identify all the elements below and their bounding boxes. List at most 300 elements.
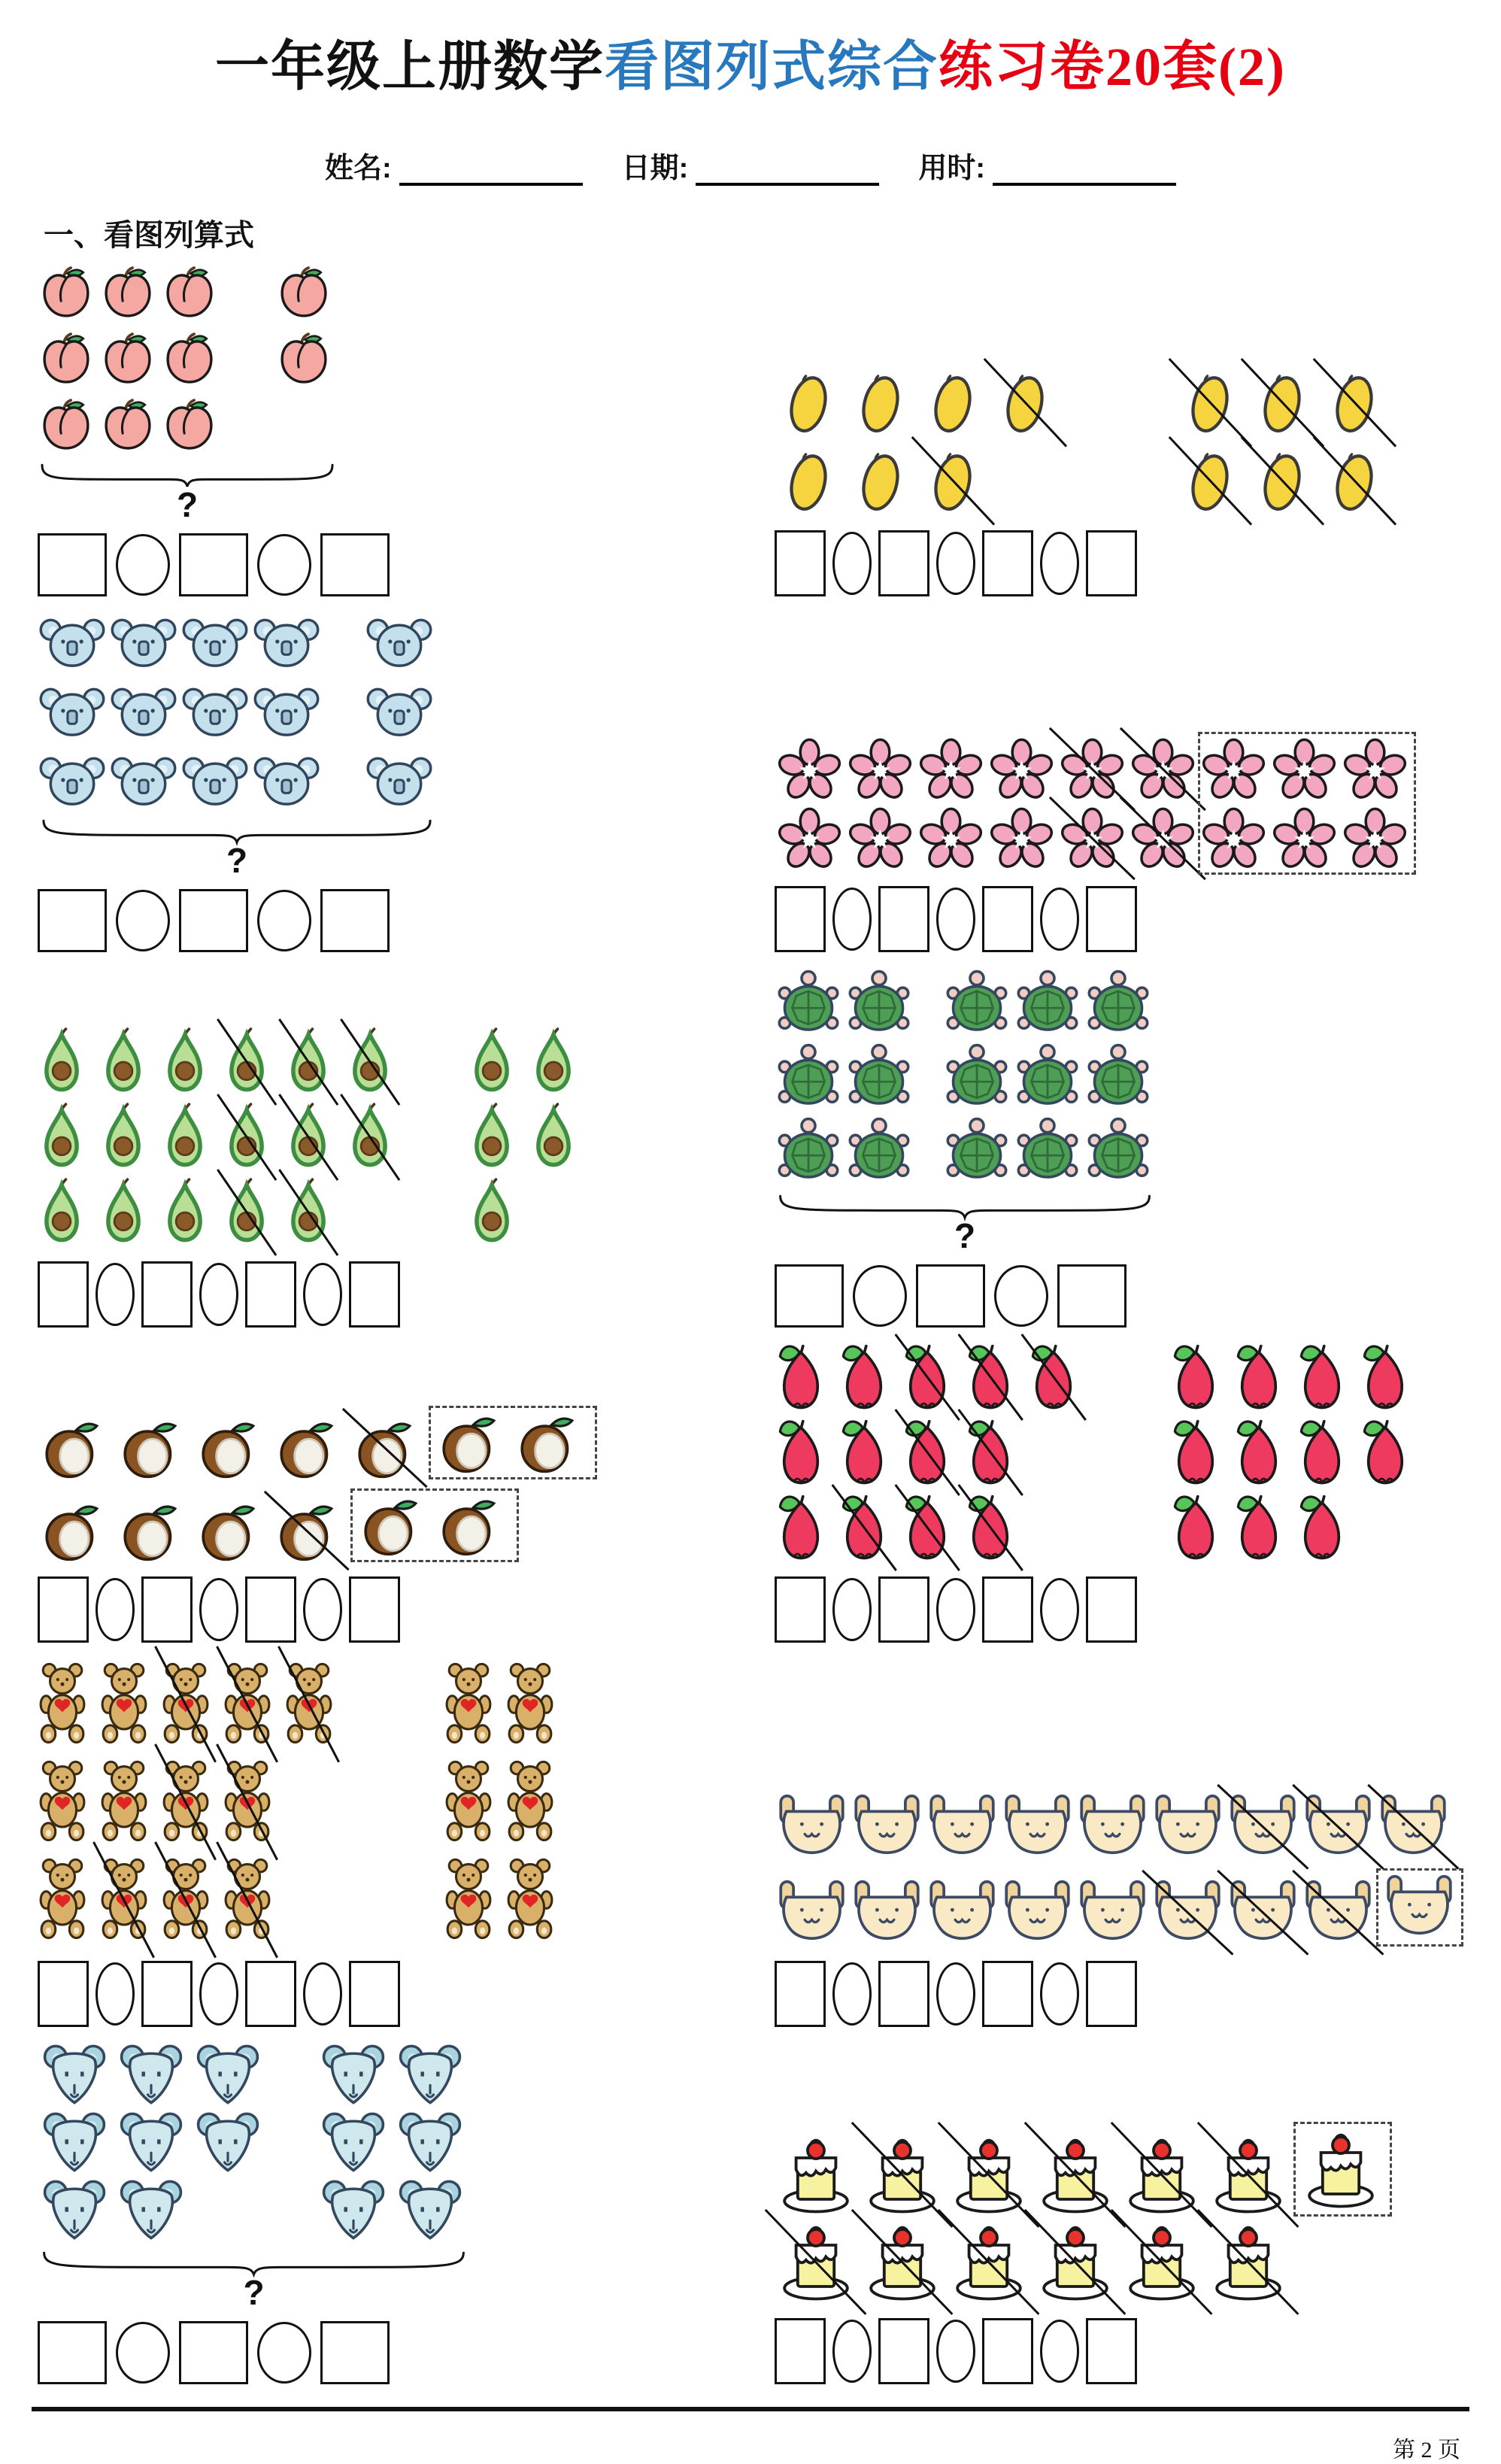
peach-icon: [161, 262, 218, 322]
turtle-icon: [1014, 967, 1081, 1038]
answer-box-number[interactable]: [1086, 886, 1137, 952]
exercise-avocados: [38, 1027, 737, 1328]
group-gap: [323, 807, 365, 810]
answer-box-number[interactable]: [38, 889, 107, 952]
coconut-icon: [116, 1499, 185, 1562]
group-gap: [408, 1169, 468, 1172]
avocado-icon: [161, 1103, 209, 1172]
answer-box-number[interactable]: [320, 889, 390, 952]
answer-box-operator[interactable]: [199, 1962, 238, 2026]
answer-box-operator[interactable]: [303, 1578, 342, 1641]
answer-box-operator[interactable]: [96, 1263, 135, 1326]
waxapple-icon: [838, 1493, 890, 1562]
empty-slot: [284, 1853, 334, 1947]
coconut-icon: [194, 1499, 263, 1562]
koalas-equation-row: [38, 889, 737, 952]
turtles-picture-group: [775, 967, 1155, 1185]
answer-box-operator[interactable]: [832, 2320, 872, 2383]
puppies-picture-group: [775, 1793, 1463, 1947]
cakes-equation-row: [775, 2318, 1463, 2384]
coconut-icon: [38, 1499, 107, 1562]
empty-slot: [1293, 2220, 1376, 2304]
dog-icon: [1226, 1879, 1300, 1947]
answer-box-number[interactable]: [320, 533, 390, 596]
flower-icon: [1199, 806, 1269, 872]
answer-box-operator[interactable]: [257, 534, 311, 596]
answer-box-number[interactable]: [141, 1961, 193, 2027]
answer-box-number[interactable]: [916, 1264, 985, 1328]
group-gap: [346, 1944, 444, 1947]
answer-box-number[interactable]: [878, 2318, 929, 2384]
teddy-icon: [38, 1658, 87, 1751]
koala-icon: [252, 611, 321, 672]
answer-box-number[interactable]: [1086, 530, 1137, 596]
answer-box-operator[interactable]: [936, 1578, 975, 1641]
koala-icon: [180, 681, 250, 741]
flower-icon: [775, 806, 845, 872]
answer-box-operator[interactable]: [936, 532, 975, 595]
mango-icon: [847, 445, 914, 516]
peach-icon: [99, 394, 156, 454]
group-gap: [1090, 1484, 1169, 1487]
flower-icon: [845, 736, 915, 803]
koala-icon: [38, 611, 107, 672]
avocado-icon: [223, 1178, 271, 1247]
title-part-blue: 看图列式综合: [605, 37, 939, 97]
avocado-icon: [99, 1103, 147, 1172]
koala-icon: [109, 750, 178, 810]
teddy-icon: [161, 1658, 211, 1751]
mouse-icon: [191, 2110, 265, 2174]
mango-icon: [919, 367, 987, 438]
avocado-icon: [284, 1103, 332, 1172]
flower-icon: [1128, 806, 1198, 872]
answer-box-number[interactable]: [775, 1264, 844, 1328]
group-gap: [1063, 513, 1176, 516]
section-heading: 一、看图列算式: [44, 219, 254, 252]
page-title: [0, 0, 1501, 101]
answer-box-number[interactable]: [1086, 1576, 1137, 1643]
mouse-icon: [38, 2177, 111, 2242]
koala-icon: [365, 750, 434, 810]
koala-icon: [38, 681, 107, 741]
waxapple-icon: [1359, 1418, 1412, 1487]
koala-icon: [365, 681, 434, 741]
cake-icon: [1207, 2220, 1290, 2304]
answer-box-number[interactable]: [775, 1961, 826, 2027]
group-gap: [408, 1094, 468, 1097]
answer-box-number[interactable]: [878, 1576, 929, 1643]
turtles-equation-row: [775, 1264, 1463, 1328]
peach-icon: [161, 394, 218, 454]
waxapple-icon: [901, 1493, 954, 1562]
empty-slot: [1359, 1493, 1412, 1562]
group-gap: [346, 1748, 444, 1751]
answer-box-operator[interactable]: [1040, 532, 1079, 595]
answer-box-number[interactable]: [38, 1261, 89, 1328]
coconuts-picture-group: [38, 1406, 597, 1562]
answer-box-number[interactable]: [349, 1576, 400, 1643]
mouse-icon: [38, 2042, 111, 2107]
group-gap: [323, 738, 365, 741]
mango-icon: [1248, 367, 1316, 438]
waxapple-icon: [838, 1418, 890, 1487]
dog-icon: [850, 1793, 924, 1861]
mango-icon: [1248, 445, 1316, 516]
answer-box-number[interactable]: [1086, 2318, 1137, 2384]
answer-box-number[interactable]: [141, 1576, 193, 1643]
peach-icon: [38, 394, 95, 454]
coconut-icon: [350, 1416, 420, 1479]
answer-box-operator[interactable]: [832, 888, 872, 951]
name-label: 姓名:: [325, 153, 392, 184]
coconut-icon: [272, 1499, 341, 1562]
answer-box-number[interactable]: [982, 886, 1033, 952]
answer-box-operator[interactable]: [1040, 1962, 1079, 2026]
answer-box-number[interactable]: [245, 1576, 296, 1643]
peach-icon: [275, 328, 332, 388]
answer-box-number[interactable]: [179, 889, 248, 952]
cake-icon: [775, 2220, 857, 2304]
mango-icon: [1321, 445, 1388, 516]
teddy-icon: [505, 1658, 555, 1751]
waxapple-icon: [964, 1343, 1017, 1412]
answer-box-number[interactable]: [982, 1576, 1033, 1643]
mango-icon: [991, 367, 1059, 438]
answer-box-operator[interactable]: [832, 1962, 872, 2026]
answer-box-number[interactable]: [179, 533, 248, 596]
answer-box-operator[interactable]: [853, 1265, 907, 1327]
empty-slot: [519, 1499, 588, 1562]
teddy-icon: [444, 1658, 493, 1751]
question-mark: ?: [176, 485, 199, 524]
koalas-picture-group: [38, 611, 436, 810]
answer-box-number[interactable]: [245, 1961, 296, 2027]
answer-box-operator[interactable]: [936, 1962, 975, 2026]
mouse-icon: [114, 2177, 188, 2242]
answer-box-number[interactable]: [775, 886, 826, 952]
answer-box-number[interactable]: [349, 1961, 400, 2027]
mango-icon: [847, 367, 914, 438]
peach-icon: [38, 262, 95, 322]
date-blank[interactable]: [696, 156, 879, 186]
flower-icon: [1340, 806, 1410, 872]
teddy-icon: [99, 1853, 149, 1947]
mouse-icon: [393, 2110, 467, 2174]
question-mark: ?: [954, 1216, 976, 1255]
exercise-grid: [0, 262, 1501, 2399]
koala-icon: [365, 611, 434, 672]
cake-icon: [948, 2132, 1030, 2217]
turtle-icon: [943, 1115, 1011, 1185]
waxapple-icon: [901, 1418, 954, 1487]
avocado-icon: [38, 1103, 86, 1172]
answer-box-number[interactable]: [982, 530, 1033, 596]
footer-rule: [32, 2407, 1469, 2411]
avocados-picture-group: [38, 1027, 591, 1247]
waxapple-icon: [775, 1493, 827, 1562]
answer-box-operator[interactable]: [1040, 1578, 1079, 1641]
answer-box-number[interactable]: [878, 1961, 929, 2027]
mango-icon: [919, 445, 987, 516]
waxapple-icon: [1296, 1418, 1348, 1487]
peach-icon: [38, 328, 95, 388]
flower-icon: [987, 736, 1057, 803]
flower-icon: [1340, 736, 1410, 803]
coconut-icon: [356, 1494, 426, 1557]
answer-box-number[interactable]: [38, 1961, 89, 2027]
waxapple-icon: [1233, 1418, 1285, 1487]
name-blank[interactable]: [399, 156, 583, 186]
answer-box-operator[interactable]: [832, 532, 872, 595]
avocado-icon: [284, 1178, 332, 1247]
peach-icon: [275, 262, 332, 322]
grouping-brace-icon: [38, 463, 337, 488]
empty-slot: [529, 1178, 578, 1247]
answer-box-operator[interactable]: [1040, 888, 1079, 951]
avocados-equation-row: [38, 1261, 737, 1328]
mouse-icon: [114, 2042, 188, 2107]
answer-box-operator[interactable]: [994, 1265, 1048, 1327]
flower-icon: [1269, 806, 1339, 872]
mouse-icon: [393, 2177, 467, 2242]
cake-icon: [1207, 2132, 1290, 2217]
exercise-wax-apples: [775, 1343, 1463, 1643]
flower-icon: [916, 736, 986, 803]
avocado-icon: [99, 1027, 147, 1097]
avocado-icon: [223, 1027, 271, 1097]
turtle-icon: [1014, 1115, 1081, 1185]
exercise-mangoes: [775, 367, 1463, 596]
waxapple-icon: [1169, 1493, 1222, 1562]
group-gap: [916, 1109, 943, 1112]
answer-box-operator[interactable]: [257, 890, 311, 951]
answer-box-operator[interactable]: [1040, 2320, 1079, 2383]
avocado-icon: [161, 1027, 209, 1097]
answer-box-number[interactable]: [179, 2321, 248, 2384]
answer-box-number[interactable]: [982, 2318, 1033, 2384]
teddy-icon: [223, 1755, 272, 1849]
waxapples-picture-group: [775, 1343, 1422, 1562]
answer-box-operator[interactable]: [303, 1962, 342, 2026]
teddy-icon: [99, 1658, 149, 1751]
turtle-icon: [1084, 1115, 1152, 1185]
teddy-icon: [505, 1755, 555, 1849]
answer-box-number[interactable]: [775, 530, 826, 596]
exercise-coconuts: [38, 1406, 737, 1643]
empty-slot: [1027, 1493, 1080, 1562]
cake-icon: [1034, 2132, 1117, 2217]
mouse-icon: [393, 2042, 467, 2107]
answer-box-number[interactable]: [349, 1261, 400, 1328]
avocado-icon: [529, 1027, 578, 1097]
waxapple-icon: [775, 1343, 827, 1412]
answer-box-number[interactable]: [38, 1576, 89, 1643]
answer-box-number[interactable]: [1086, 1961, 1137, 2027]
answer-box-operator[interactable]: [936, 888, 975, 951]
dog-icon: [1000, 1793, 1075, 1861]
waxapple-icon: [838, 1343, 890, 1412]
turtle-icon: [1084, 1041, 1152, 1112]
avocado-icon: [223, 1103, 271, 1172]
peach-icon: [161, 328, 218, 388]
title-part-black: 一年级上册数学: [215, 37, 605, 97]
coconut-icon: [435, 1411, 504, 1474]
empty-slot: [284, 1755, 334, 1849]
title-part-red: 练习卷20套(2): [939, 37, 1286, 97]
exercise-turtles: [775, 967, 1463, 1328]
coconut-icon: [435, 1494, 504, 1557]
teddy-icon: [223, 1658, 272, 1751]
flower-icon: [1057, 736, 1127, 803]
answer-box-operator[interactable]: [116, 2322, 170, 2384]
teddy-icon: [38, 1853, 87, 1947]
mango-icon: [1176, 367, 1244, 438]
flowers-equation-row: [775, 886, 1463, 952]
answer-box-number[interactable]: [982, 1961, 1033, 2027]
grouping-brace-icon: [38, 2250, 470, 2276]
peach-icon: [99, 328, 156, 388]
mouse-icon: [317, 2177, 390, 2242]
dog-icon: [775, 1879, 849, 1947]
mouse-icon: [317, 2110, 390, 2174]
cake-icon: [861, 2220, 944, 2304]
flower-icon: [1269, 736, 1339, 803]
coconuts-equation-row: [38, 1576, 737, 1643]
teddy-icon: [161, 1755, 211, 1849]
cake-icon: [1120, 2132, 1203, 2217]
answer-box-number[interactable]: [878, 886, 929, 952]
dog-icon: [1226, 1793, 1300, 1861]
waxapple-icon: [1169, 1343, 1222, 1412]
empty-slot: [346, 1178, 394, 1247]
coconut-icon: [116, 1416, 185, 1479]
time-blank[interactable]: [993, 156, 1176, 186]
grouping-brace-icon: [38, 818, 436, 844]
waxapple-icon: [1027, 1343, 1080, 1412]
answer-box-number[interactable]: [38, 533, 107, 596]
time-label: 用时:: [918, 153, 985, 184]
mouse-icon: [191, 2042, 265, 2107]
waxapple-icon: [1233, 1343, 1285, 1412]
mangoes-picture-group: [775, 367, 1393, 516]
peach-icon: [99, 262, 156, 322]
koala-icon: [252, 681, 321, 741]
answer-box-operator[interactable]: [96, 1578, 135, 1641]
group-gap: [268, 2171, 317, 2174]
turtle-icon: [943, 1041, 1011, 1112]
group-gap: [223, 385, 275, 388]
avocado-icon: [529, 1103, 578, 1172]
exercise-teddy-bears: [38, 1658, 737, 2027]
coconut-icon: [194, 1416, 263, 1479]
mouse-icon: [317, 2042, 390, 2107]
answer-box-operator[interactable]: [303, 1263, 342, 1326]
teddy-icon: [223, 1853, 272, 1947]
teddy-icon: [444, 1755, 493, 1849]
teddybears-equation-row: [38, 1961, 737, 2027]
answer-box-operator[interactable]: [96, 1962, 135, 2026]
dashed-selection-box: [1293, 2122, 1392, 2217]
turtle-icon: [775, 967, 842, 1038]
answer-box-number[interactable]: [775, 2318, 826, 2384]
answer-box-operator[interactable]: [936, 2320, 975, 2383]
answer-box-operator[interactable]: [199, 1263, 238, 1326]
peaches-equation-row: [38, 533, 737, 596]
avocado-icon: [468, 1027, 516, 1097]
dog-icon: [1382, 1874, 1457, 1941]
dog-icon: [1301, 1793, 1375, 1861]
answer-box-operator[interactable]: [116, 534, 170, 596]
avocado-icon: [38, 1027, 86, 1097]
flowers-picture-group: [775, 736, 1411, 872]
waxapple-icon: [1296, 1343, 1348, 1412]
cake-icon: [1034, 2220, 1117, 2304]
answer-box-operator[interactable]: [257, 2322, 311, 2384]
flower-icon: [987, 806, 1057, 872]
flower-icon: [1128, 736, 1198, 803]
answer-box-number[interactable]: [775, 1576, 826, 1643]
avocado-icon: [38, 1178, 86, 1247]
dog-icon: [1075, 1879, 1150, 1947]
answer-box-number[interactable]: [1057, 1264, 1127, 1328]
avocado-icon: [284, 1027, 332, 1097]
peaches-picture-group: [38, 262, 337, 454]
turtle-icon: [1084, 967, 1152, 1038]
grouping-brace-icon: [775, 1194, 1155, 1219]
waxapple-icon: [964, 1493, 1017, 1562]
coconut-icon: [272, 1416, 341, 1479]
cake-icon: [1299, 2127, 1382, 2211]
group-gap: [916, 1035, 943, 1038]
group-gap: [1063, 435, 1176, 438]
exercise-cakes: [775, 2122, 1463, 2384]
teddy-icon: [444, 1853, 493, 1947]
avocado-icon: [346, 1103, 394, 1172]
answer-box-operator[interactable]: [116, 890, 170, 951]
dog-icon: [1301, 1879, 1375, 1947]
coconut-icon: [513, 1411, 582, 1474]
flower-icon: [1199, 736, 1269, 803]
avocado-icon: [468, 1103, 516, 1172]
page-number: 第 2 页: [1393, 2438, 1460, 2462]
question-mark: ?: [243, 2273, 265, 2312]
koala-icon: [109, 681, 178, 741]
mouse-icon: [114, 2110, 188, 2174]
group-gap: [323, 669, 365, 672]
group-gap: [1090, 1409, 1169, 1412]
waxapples-equation-row: [775, 1576, 1463, 1643]
answer-box-number[interactable]: [141, 1261, 193, 1328]
teddy-icon: [99, 1755, 149, 1849]
answer-box-operator[interactable]: [199, 1578, 238, 1641]
teddybears-picture-group: [38, 1658, 567, 1947]
mango-icon: [775, 367, 842, 438]
question-mark: ?: [226, 841, 248, 880]
exercise-puppies: [775, 1793, 1463, 2027]
answer-box-number[interactable]: [245, 1261, 296, 1328]
answer-box-number[interactable]: [320, 2321, 390, 2384]
teddy-icon: [284, 1658, 334, 1751]
avocado-icon: [99, 1178, 147, 1247]
empty-slot: [1027, 1418, 1080, 1487]
answer-box-number[interactable]: [878, 530, 929, 596]
koala-icon: [109, 611, 178, 672]
cake-icon: [861, 2132, 944, 2217]
answer-box-number[interactable]: [38, 2321, 107, 2384]
answer-box-operator[interactable]: [832, 1578, 872, 1641]
dashed-selection-box: [429, 1406, 597, 1479]
